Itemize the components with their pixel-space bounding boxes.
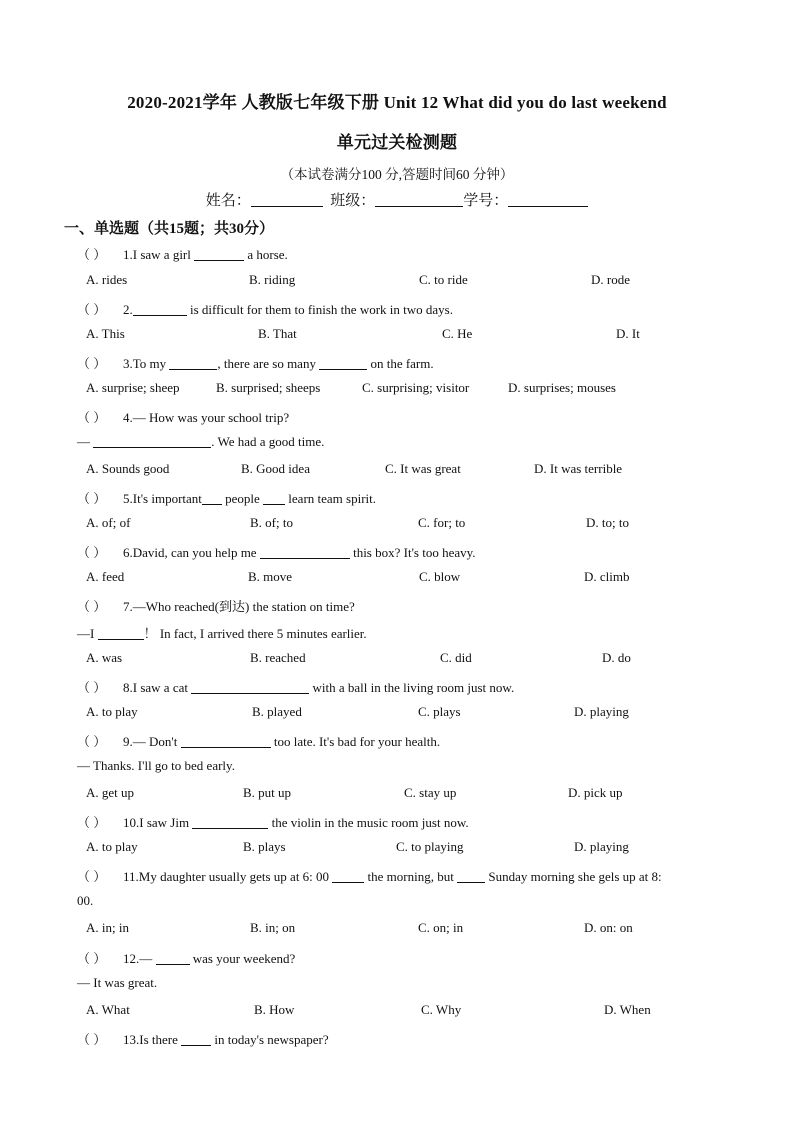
question-text: 1.I saw a girl: [123, 247, 195, 262]
question-text: 13.Is there: [123, 1032, 182, 1047]
section-heading: 一、单选题（共15题；共30分）: [64, 221, 275, 237]
answer-option[interactable]: B. reached: [250, 650, 306, 665]
answer-blank[interactable]: [156, 952, 190, 965]
answer-option[interactable]: D. rode: [591, 272, 630, 287]
option-row: [86, 839, 726, 857]
answer-option[interactable]: C. It was great: [385, 461, 461, 476]
question-text: 11.My daughter usually gets up at 6: 00: [123, 869, 333, 884]
question-text: — Thanks. I'll go to bed early.: [77, 758, 235, 773]
question-text: too late. It's bad for your health.: [270, 734, 441, 749]
class-blank: [375, 192, 463, 207]
answer-option[interactable]: D. It: [616, 326, 640, 341]
answer-paren[interactable]: （ ）: [77, 491, 107, 506]
question-text: , there are so many: [217, 356, 320, 371]
question-text: this box? It's too heavy.: [349, 545, 476, 560]
answer-option[interactable]: C. He: [442, 326, 473, 341]
answer-option[interactable]: B. riding: [249, 272, 296, 287]
answer-option[interactable]: D. playing: [574, 839, 629, 854]
question-text: Sunday morning she gels up at 8:: [485, 869, 662, 884]
answer-option[interactable]: C. to playing: [396, 839, 464, 854]
answer-option[interactable]: A. of; of: [86, 515, 131, 530]
question-line: [77, 244, 288, 263]
answer-paren[interactable]: （ ）: [77, 734, 107, 749]
answer-option[interactable]: B. surprised; sheeps: [216, 380, 321, 395]
option-row: [86, 461, 726, 479]
id-blank: [508, 192, 588, 207]
question-text: . We had a good time.: [211, 434, 325, 449]
answer-blank[interactable]: [263, 492, 285, 505]
answer-option[interactable]: D. to; to: [586, 515, 629, 530]
question-text: — It was great.: [77, 975, 158, 990]
answer-option[interactable]: B. put up: [243, 785, 292, 800]
question-text: —: [77, 434, 94, 449]
option-row: [86, 515, 726, 533]
question-text: 2.: [123, 302, 133, 317]
question-text: in today's newspaper?: [211, 1032, 329, 1047]
answer-blank[interactable]: [457, 870, 485, 883]
answer-blank[interactable]: [98, 627, 144, 640]
answer-option[interactable]: C. Why: [421, 1002, 462, 1017]
answer-option[interactable]: A. to play: [86, 839, 138, 854]
question-text: 6.David, can you help me: [123, 545, 260, 560]
option-row: [86, 380, 726, 398]
question-text: learn team spirit.: [285, 491, 377, 506]
answer-paren[interactable]: （ ）: [77, 247, 107, 262]
option-row: [86, 650, 726, 668]
answer-option[interactable]: D. pick up: [568, 785, 623, 800]
answer-paren[interactable]: （ ）: [77, 951, 107, 966]
answer-blank[interactable]: [332, 870, 364, 883]
option-row: [86, 785, 726, 803]
answer-option[interactable]: A. feed: [86, 569, 125, 584]
answer-option[interactable]: C. on; in: [418, 920, 464, 935]
question-continuation: [77, 975, 157, 991]
question-text: 9.— Don't: [123, 734, 181, 749]
answer-option[interactable]: B. played: [252, 704, 302, 719]
question-text: people: [221, 491, 264, 506]
answer-option[interactable]: C. stay up: [404, 785, 457, 800]
question-continuation: [77, 758, 235, 774]
answer-option[interactable]: A. rides: [86, 272, 128, 287]
answer-option[interactable]: B. plays: [243, 839, 286, 854]
answer-option[interactable]: D. climb: [584, 569, 630, 584]
answer-option[interactable]: A. get up: [86, 785, 135, 800]
answer-option[interactable]: A. to play: [86, 704, 138, 719]
question-text: is difficult for them to finish the work in two days.: [186, 302, 453, 317]
question-text: —I: [77, 626, 98, 641]
answer-option[interactable]: B. of; to: [250, 515, 293, 530]
question-line: [77, 488, 376, 507]
answer-option[interactable]: D. It was terrible: [534, 461, 623, 476]
answer-option[interactable]: D. playing: [574, 704, 629, 719]
question-text: 3.To my: [123, 356, 170, 371]
question-line: [77, 1029, 329, 1048]
question-text: 10.I saw Jim: [123, 815, 193, 830]
student-info-row: [0, 189, 794, 210]
question-line: [77, 812, 469, 831]
answer-option[interactable]: A. was: [86, 650, 123, 665]
exam-title-line2: 单元过关检测题: [336, 133, 458, 152]
answer-option[interactable]: B. in; on: [250, 920, 296, 935]
answer-paren[interactable]: （ ）: [77, 815, 107, 830]
question-text: the violin in the music room just now.: [268, 815, 469, 830]
question-text: with a ball in the living room just now.: [309, 680, 515, 695]
answer-blank[interactable]: [133, 303, 187, 316]
question-text: on the farm.: [367, 356, 434, 371]
option-row: [86, 272, 726, 290]
answer-blank[interactable]: [194, 248, 244, 261]
answer-blank[interactable]: [181, 735, 271, 748]
question-continuation: [77, 893, 93, 909]
answer-option[interactable]: C. surprising; visitor: [362, 380, 470, 395]
question-text: 7.—Who reached(到达) the station on time?: [123, 599, 355, 614]
option-row: [86, 1002, 726, 1020]
answer-option[interactable]: A. This: [86, 326, 125, 341]
exam-title: 2020-2021学年 人教版七年级下册 Unit 12 What did you do last weekend: [127, 93, 667, 112]
name-label: 姓名：: [205, 193, 251, 209]
question-text: was your weekend?: [189, 951, 296, 966]
answer-blank[interactable]: [192, 816, 268, 829]
option-row: [86, 704, 726, 722]
answer-option[interactable]: A. What: [86, 1002, 130, 1017]
answer-option[interactable]: A. surprise; sheep: [86, 380, 180, 395]
answer-option[interactable]: B. move: [248, 569, 293, 584]
answer-option[interactable]: D. do: [602, 650, 631, 665]
question-continuation: [77, 434, 324, 450]
option-row: [86, 920, 726, 938]
question-text: 4.— How was your school trip?: [123, 410, 290, 425]
question-text: a horse.: [244, 247, 288, 262]
answer-blank[interactable]: [202, 492, 222, 505]
answer-option[interactable]: C. to ride: [419, 272, 468, 287]
question-line: [77, 596, 355, 615]
answer-option[interactable]: A. Sounds good: [86, 461, 170, 476]
question-text: 8.I saw a cat: [123, 680, 192, 695]
question-line: [77, 677, 514, 696]
answer-blank[interactable]: [169, 357, 217, 370]
question-text: 5.It's important: [123, 491, 202, 506]
answer-option[interactable]: C. plays: [418, 704, 461, 719]
answer-option[interactable]: C. did: [440, 650, 472, 665]
class-label: 班级：: [330, 193, 376, 209]
answer-option[interactable]: B. How: [254, 1002, 295, 1017]
answer-blank[interactable]: [181, 1033, 211, 1046]
answer-blank[interactable]: [93, 435, 211, 448]
exam-subtitle: （本试卷满分100 分,答题时间60 分钟）: [280, 167, 514, 182]
answer-blank[interactable]: [319, 357, 367, 370]
answer-option[interactable]: D. on: on: [584, 920, 633, 935]
option-row: [86, 326, 726, 344]
answer-paren[interactable]: （ ）: [77, 680, 107, 695]
question-text: ！ In fact, I arrived there 5 minutes earlier.: [143, 626, 367, 641]
name-blank: [251, 192, 323, 207]
answer-option[interactable]: B. That: [258, 326, 297, 341]
answer-option[interactable]: B. Good idea: [241, 461, 310, 476]
answer-paren[interactable]: （ ）: [77, 302, 107, 317]
question-text: 00.: [77, 893, 94, 908]
answer-paren[interactable]: （ ）: [77, 545, 107, 560]
answer-blank[interactable]: [191, 681, 309, 694]
answer-option[interactable]: C. blow: [419, 569, 461, 584]
question-line: [77, 948, 295, 967]
answer-paren[interactable]: （ ）: [77, 1032, 107, 1047]
question-line: [77, 407, 289, 426]
question-line: [77, 866, 662, 885]
answer-paren[interactable]: （ ）: [77, 869, 107, 884]
answer-option[interactable]: C. for; to: [418, 515, 466, 530]
option-row: [86, 569, 726, 587]
question-line: [77, 542, 476, 561]
id-label: 学号：: [463, 193, 509, 209]
answer-option[interactable]: A. in; in: [86, 920, 129, 935]
question-text: 12.—: [123, 951, 156, 966]
answer-option[interactable]: D. surprises; mouses: [508, 380, 616, 395]
answer-paren[interactable]: （ ）: [77, 356, 107, 371]
answer-paren[interactable]: （ ）: [77, 599, 107, 614]
question-line: [77, 353, 434, 372]
question-line: [77, 731, 440, 750]
question-continuation: [77, 623, 367, 642]
answer-blank[interactable]: [260, 546, 350, 559]
answer-paren[interactable]: （ ）: [77, 410, 107, 425]
question-line: [77, 299, 453, 318]
question-text: the morning, but: [364, 869, 458, 884]
answer-option[interactable]: D. When: [604, 1002, 651, 1017]
